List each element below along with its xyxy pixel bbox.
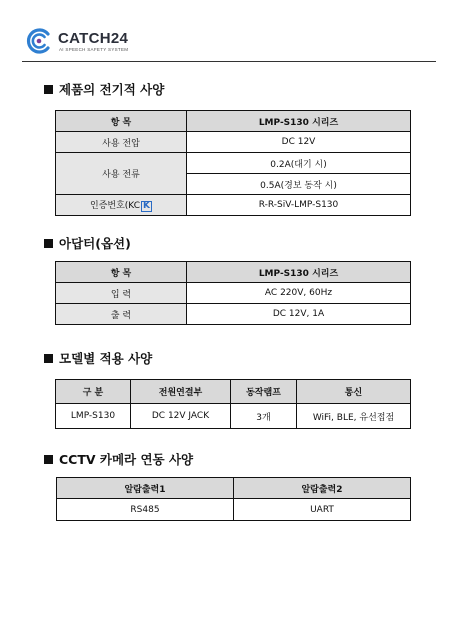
header-cell: 알람출력2 — [234, 478, 411, 499]
table-cell: 3개 — [231, 404, 297, 429]
table-row — [56, 195, 411, 216]
table-header-row — [56, 262, 411, 283]
header-cell: 전원연결부 — [131, 380, 231, 404]
table-row — [56, 153, 411, 174]
table-cell: DC 12V JACK — [131, 404, 231, 429]
input-value: AC 220V, 60Hz — [187, 283, 411, 304]
cert-label: 인증번호(KC K — [56, 195, 187, 216]
table-cell: WiFi, BLE, 유선접점 — [297, 404, 411, 429]
current-label: 사용 전류 — [56, 153, 187, 195]
current-alarm-value: 0.5A(경보 동작 시) — [187, 174, 411, 195]
catch24-logo-icon — [24, 26, 54, 56]
square-bullet-icon — [44, 85, 53, 94]
header-cell: 구 분 — [56, 380, 131, 404]
cert-value: R-R-SiV-LMP-S130 — [187, 195, 411, 216]
header-cell: LMP-S130 시리즈 — [187, 262, 411, 283]
header-cell: 항 목 — [56, 262, 187, 283]
table-row — [56, 304, 411, 325]
models-spec-table — [55, 379, 411, 429]
table-cell: RS485 — [57, 499, 234, 521]
output-label: 출 력 — [56, 304, 187, 325]
voltage-label: 사용 전압 — [56, 132, 187, 153]
square-bullet-icon — [44, 239, 53, 248]
table-row — [56, 132, 411, 153]
table-cell: UART — [234, 499, 411, 521]
header-cell: 동작램프 — [231, 380, 297, 404]
electrical-spec-table — [55, 110, 411, 216]
header-cell: 알람출력1 — [57, 478, 234, 499]
section-title-adapter: 아답터(옵션) — [44, 234, 131, 252]
section-title-cctv: CCTV 카메라 연동 사양 — [44, 450, 193, 468]
output-value: DC 12V, 1A — [187, 304, 411, 325]
header-cell: 통신 — [297, 380, 411, 404]
input-label: 입 력 — [56, 283, 187, 304]
table-cell: LMP-S130 — [56, 404, 131, 429]
kc-mark-icon: K — [143, 201, 150, 211]
brand-tagline: AI SPEECH SAFETY SYSTEM — [59, 47, 129, 52]
voltage-value: DC 12V — [187, 132, 411, 153]
cctv-spec-table — [56, 477, 411, 521]
header-cell: LMP-S130 시리즈 — [187, 111, 411, 132]
header-divider — [22, 61, 436, 62]
table-row — [57, 499, 411, 521]
square-bullet-icon — [44, 455, 53, 464]
current-standby-value: 0.2A(대기 시) — [187, 153, 411, 174]
section-title-electrical: 제품의 전기적 사양 — [44, 80, 164, 98]
table-header-row — [57, 478, 411, 499]
header-cell: 항 목 — [56, 111, 187, 132]
table-header-row — [56, 111, 411, 132]
table-row — [56, 404, 411, 429]
brand-name: CATCH24 — [58, 30, 129, 47]
section-title-models: 모델별 적용 사양 — [44, 349, 152, 367]
square-bullet-icon — [44, 354, 53, 363]
adapter-spec-table — [55, 261, 411, 325]
table-header-row — [56, 380, 411, 404]
table-row — [56, 283, 411, 304]
